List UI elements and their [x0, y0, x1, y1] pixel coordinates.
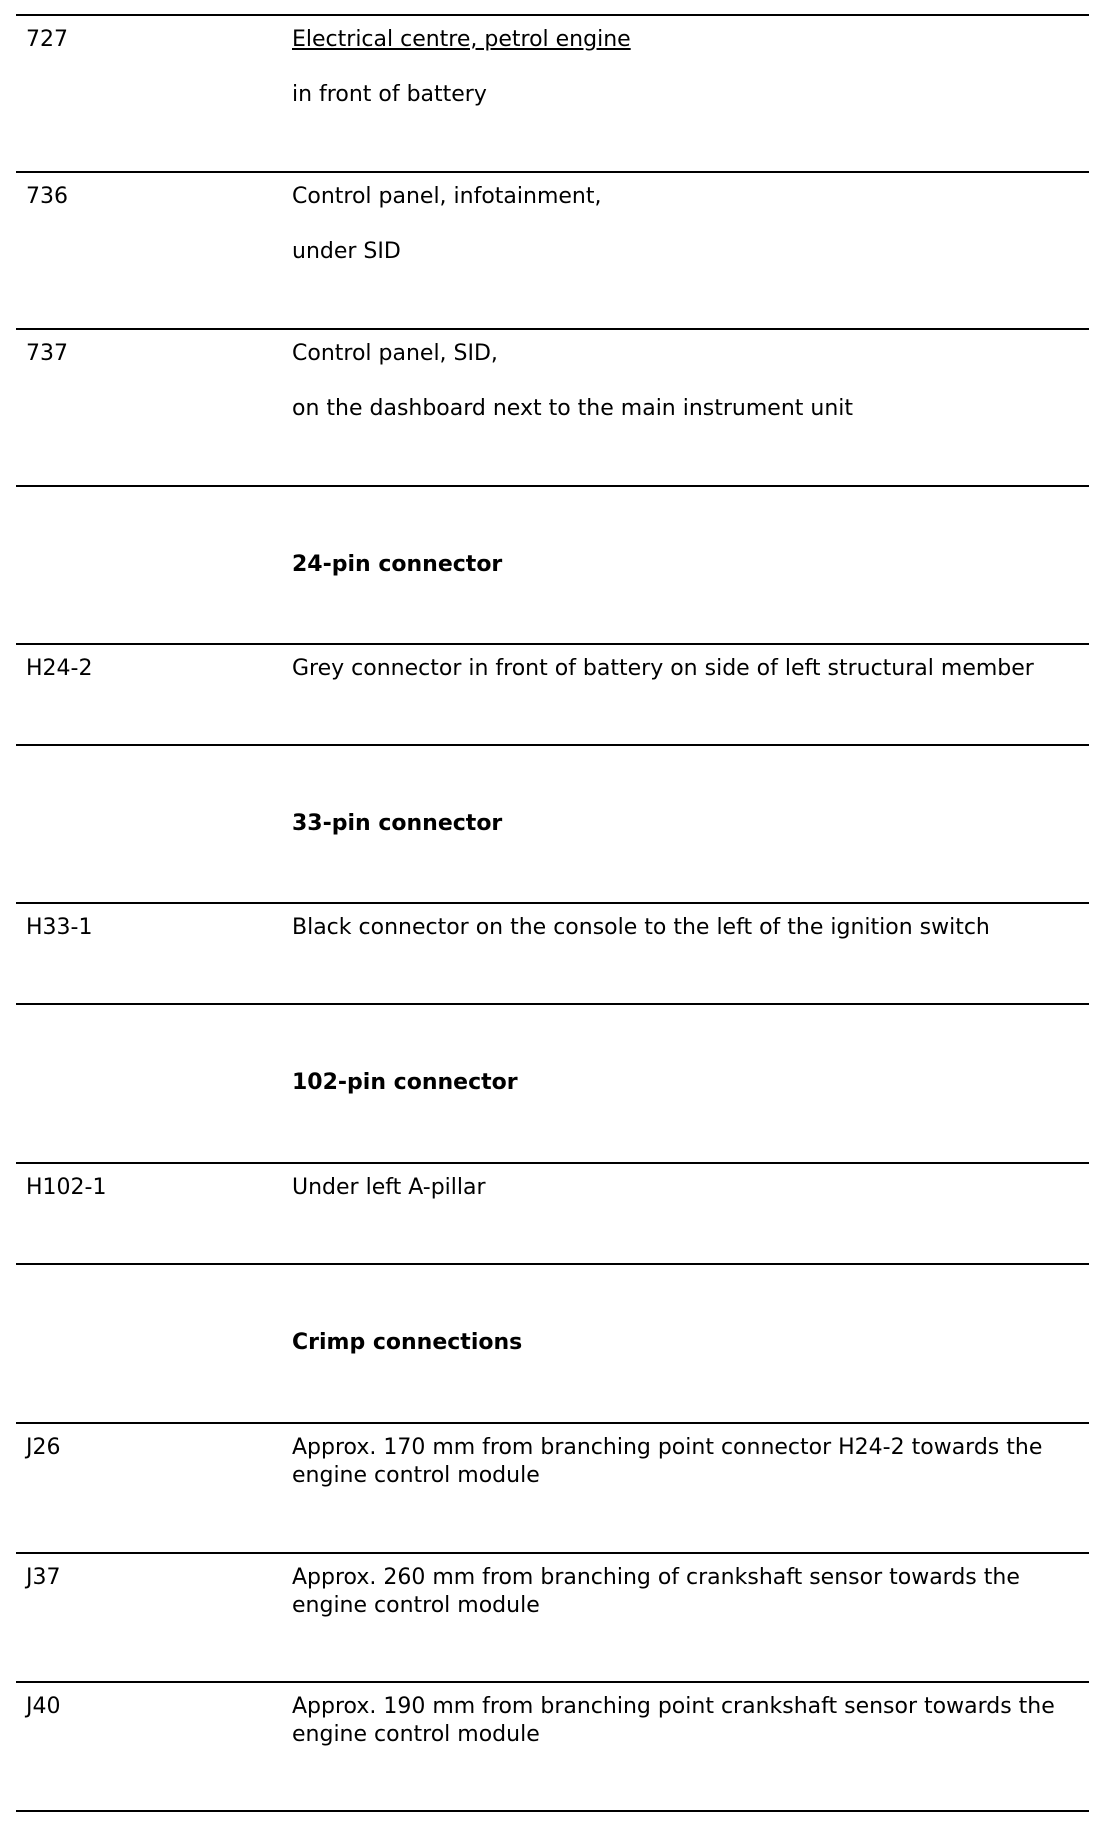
section-heading: 33-pin connector [292, 811, 503, 836]
component-name: Electrical centre, petrol engine [292, 27, 631, 52]
table-row [16, 1422, 1089, 1552]
component-code: 736 [26, 184, 68, 209]
connector-code: H102-1 [26, 1175, 107, 1200]
component-location: on the dashboard next to the main instrument unit [292, 396, 854, 421]
table-row [16, 1681, 1089, 1812]
crimp-description: Approx. 190 mm from branching point crankshaft sensor towards the engine control module [292, 1694, 1055, 1747]
crimp-code: J40 [26, 1694, 61, 1719]
component-name: Control panel, infotainment, [292, 184, 602, 209]
connector-code: H33-1 [26, 915, 93, 940]
table-row [16, 14, 1089, 171]
component-location: in front of battery [292, 82, 487, 107]
component-name: Control panel, SID, [292, 341, 498, 366]
crimp-description: Approx. 170 mm from branching point connector H24-2 towards the engine control module [292, 1435, 1043, 1488]
table-row [16, 643, 1089, 744]
component-code: 737 [26, 341, 68, 366]
crimp-code: J26 [26, 1435, 61, 1460]
crimp-description: Approx. 260 mm from branching of crankshaft sensor towards the engine control module [292, 1565, 1020, 1618]
component-description [292, 26, 1081, 109]
section-heading-row [16, 485, 1089, 643]
table-row [16, 902, 1089, 1003]
section-heading-row [16, 1263, 1089, 1422]
section-heading: 102-pin connector [292, 1070, 518, 1095]
table-row [16, 1552, 1089, 1681]
connector-description: Grey connector in front of battery on side of left structural member [292, 656, 1034, 681]
crimp-code: J37 [26, 1565, 61, 1590]
table-row [16, 171, 1089, 328]
section-heading-row [16, 1003, 1089, 1162]
component-code: 727 [26, 27, 68, 52]
section-heading: Crimp connections [292, 1330, 523, 1355]
table-row [16, 328, 1089, 485]
connector-description: Black connector on the console to the left of the ignition switch [292, 915, 990, 940]
connector-description: Under left A-pillar [292, 1175, 486, 1200]
section-heading: 24-pin connector [292, 552, 503, 577]
component-description [292, 183, 1081, 266]
component-description [292, 340, 1081, 423]
table-row [16, 1162, 1089, 1263]
component-location-table [16, 14, 1089, 1812]
connector-code: H24-2 [26, 656, 93, 681]
section-heading-row [16, 744, 1089, 902]
component-location: under SID [292, 239, 401, 264]
